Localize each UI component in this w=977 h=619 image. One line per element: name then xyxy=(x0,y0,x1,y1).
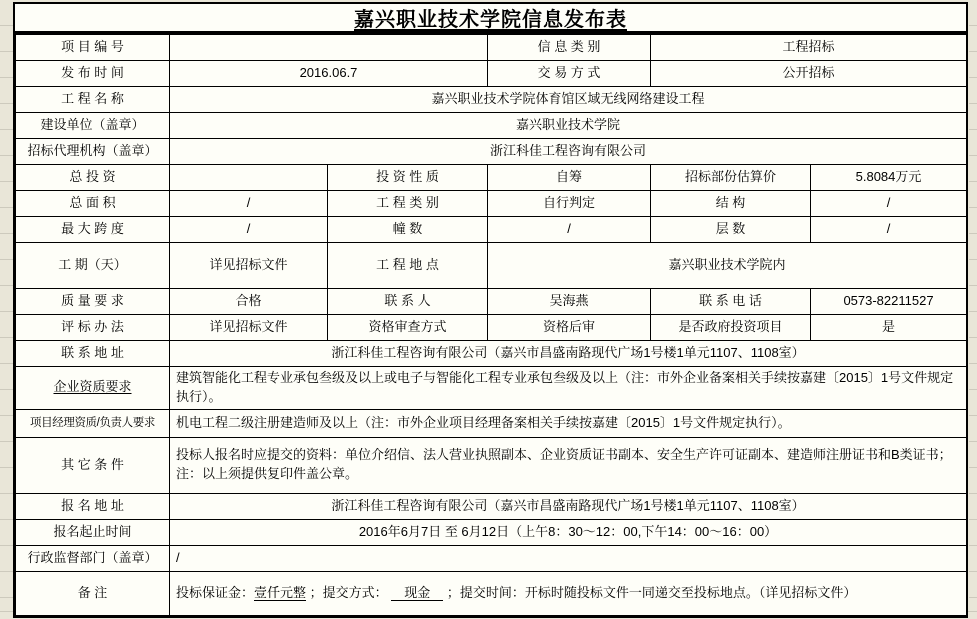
label-cell: 投 资 性 质 xyxy=(328,165,488,191)
value-cell: 0573-82211527 xyxy=(811,289,967,315)
label-cell: 最 大 跨 度 xyxy=(16,217,170,243)
table-row xyxy=(16,315,967,341)
label-cell: 工 程 类 别 xyxy=(328,191,488,217)
table-row xyxy=(16,519,967,545)
underlined-text: 现金 xyxy=(391,584,444,600)
table-row xyxy=(16,493,967,519)
table-row xyxy=(16,191,967,217)
text-segment: 投标保证金： xyxy=(176,584,255,600)
table-row xyxy=(16,35,967,61)
table-row xyxy=(16,139,967,165)
table-row xyxy=(16,113,967,139)
value-cell: 合格 xyxy=(170,289,328,315)
value-cell: 自筹 xyxy=(488,165,651,191)
value-cell: / xyxy=(811,217,967,243)
value-cell: 详见招标文件 xyxy=(170,243,328,289)
label-cell: 是否政府投资项目 xyxy=(651,315,811,341)
value-cell: 嘉兴职业技术学院内 xyxy=(488,243,967,289)
table-row xyxy=(16,545,967,571)
info-table xyxy=(15,34,967,616)
label-cell: 招标部份估算价 xyxy=(651,165,811,191)
value-cell: / xyxy=(488,217,651,243)
label-cell: 评 标 办 法 xyxy=(16,315,170,341)
info-table-body xyxy=(16,35,967,616)
value-cell: / xyxy=(170,191,328,217)
value-cell xyxy=(170,571,967,615)
label-cell: 联 系 地 址 xyxy=(16,341,170,367)
value-cell: 浙江科佳工程咨询有限公司 xyxy=(170,139,967,165)
label-cell: 备 注 xyxy=(16,571,170,615)
value-cell: / xyxy=(170,545,967,571)
info-release-form xyxy=(13,2,968,618)
value-cell: / xyxy=(811,191,967,217)
label-cell: 工 程 地 点 xyxy=(328,243,488,289)
value-cell: 嘉兴职业技术学院 xyxy=(170,113,967,139)
sheet-margin-right xyxy=(969,0,977,618)
label-cell: 工 程 名 称 xyxy=(16,87,170,113)
title-bar xyxy=(15,4,966,34)
value-cell: 2016年6月7日 至 6月12日（上午8：30～12：00,下午14：00～16：00） xyxy=(170,519,967,545)
value-cell: 工程招标 xyxy=(651,35,967,61)
label-cell: 总 面 积 xyxy=(16,191,170,217)
label-cell: 报名起止时间 xyxy=(16,519,170,545)
value-cell: 详见招标文件 xyxy=(170,315,328,341)
value-cell: 浙江科佳工程咨询有限公司（嘉兴市昌盛南路现代广场1号楼1单元1107、1108室） xyxy=(170,341,967,367)
label-cell: 幢 数 xyxy=(328,217,488,243)
value-cell: 机电工程二级注册建造师及以上（注：市外企业项目经理备案相关手续按嘉建〔2015〕1号文件规定执行）。 xyxy=(170,409,967,437)
table-row xyxy=(16,243,967,289)
text-segment: ；提交时间：开标时随投标文件一同递交至投标地点。（详见招标文件） xyxy=(443,584,857,600)
table-row xyxy=(16,289,967,315)
label-cell: 工 期（天） xyxy=(16,243,170,289)
table-row xyxy=(16,61,967,87)
value-cell: 投标人报名时应提交的资料：单位介绍信、法人营业执照副本、企业资质证书副本、安全生产许可证副本、建造师注册证书和B类证书；注：以上须提供复印件盖公章。 xyxy=(170,437,967,493)
page-title: 嘉兴职业技术学院信息发布表 xyxy=(354,9,627,31)
table-row xyxy=(16,367,967,410)
label-cell: 交 易 方 式 xyxy=(488,61,651,87)
label-cell: 建设单位（盖章） xyxy=(16,113,170,139)
label-cell: 项目经理资质/负责人要求 xyxy=(16,409,170,437)
value-cell: 嘉兴职业技术学院体育馆区域无线网络建设工程 xyxy=(170,87,967,113)
value-cell: 5.8084万元 xyxy=(811,165,967,191)
label-cell: 发 布 时 间 xyxy=(16,61,170,87)
value-cell: 自行判定 xyxy=(488,191,651,217)
value-cell: 建筑智能化工程专业承包叁级及以上或电子与智能化工程专业承包叁级及以上（注：市外企业备案相关手续按嘉建〔2015〕1号文件规定执行）。 xyxy=(170,367,967,410)
table-row xyxy=(16,341,967,367)
sheet-margin-left xyxy=(0,0,13,618)
value-cell: / xyxy=(170,217,328,243)
value-cell: 2016.06.7 xyxy=(170,61,488,87)
label-cell: 其 它 条 件 xyxy=(16,437,170,493)
value-cell xyxy=(170,165,328,191)
label-cell: 项 目 编 号 xyxy=(16,35,170,61)
label-cell: 联 系 人 xyxy=(328,289,488,315)
value-cell xyxy=(170,35,488,61)
label-cell: 质 量 要 求 xyxy=(16,289,170,315)
text-segment: ；提交方式： xyxy=(306,584,392,600)
table-row xyxy=(16,217,967,243)
table-row xyxy=(16,437,967,493)
table-row xyxy=(16,87,967,113)
label-cell: 企业资质要求 xyxy=(16,367,170,410)
label-cell: 联 系 电 话 xyxy=(651,289,811,315)
label-cell: 总 投 资 xyxy=(16,165,170,191)
label-cell: 结 构 xyxy=(651,191,811,217)
label-cell: 报 名 地 址 xyxy=(16,493,170,519)
table-row xyxy=(16,571,967,615)
value-cell: 浙江科佳工程咨询有限公司（嘉兴市昌盛南路现代广场1号楼1单元1107、1108室） xyxy=(170,493,967,519)
value-cell: 吴海燕 xyxy=(488,289,651,315)
label-cell: 资格审查方式 xyxy=(328,315,488,341)
label-cell: 行政监督部门（盖章） xyxy=(16,545,170,571)
label-cell: 层 数 xyxy=(651,217,811,243)
value-cell: 是 xyxy=(811,315,967,341)
value-cell: 公开招标 xyxy=(651,61,967,87)
label-cell: 招标代理机构（盖章） xyxy=(16,139,170,165)
label-cell: 信 息 类 别 xyxy=(488,35,651,61)
table-row xyxy=(16,409,967,437)
table-row xyxy=(16,165,967,191)
value-cell: 资格后审 xyxy=(488,315,651,341)
underlined-text: 壹仟元整 xyxy=(254,584,307,600)
